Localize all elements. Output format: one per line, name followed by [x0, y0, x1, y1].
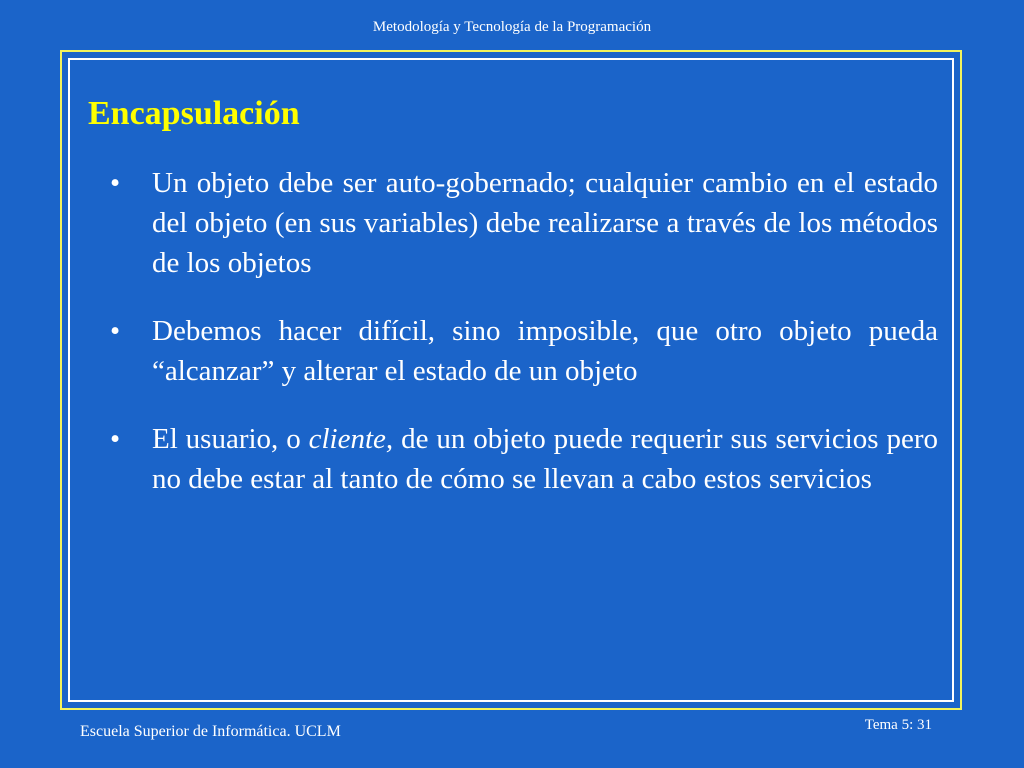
bullet-list — [108, 163, 938, 527]
footer-school: Escuela Superior de Informática. UCLM — [80, 723, 341, 740]
bullet-item-client — [108, 419, 938, 499]
bullet-item-self-governed — [108, 163, 938, 283]
footer-page-number: Tema 5: 31 — [864, 717, 932, 733]
bullet-icon: • — [110, 167, 121, 199]
bullet-text-italic: cliente, — [308, 423, 394, 455]
course-header: Metodología y Tecnología de la Programación — [372, 19, 652, 35]
bullet-text: Debemos hacer difícil, sino imposible, que otro objeto pueda “alcanzar” y alterar el estado de un objeto — [152, 315, 938, 387]
bullet-item-hard-to-reach — [108, 311, 938, 391]
bullet-text-end: de un objeto puede requerir sus servicios pero no debe estar al tanto de cómo se llevan a cabo estos servicios — [152, 423, 938, 495]
bullet-icon: • — [110, 423, 121, 455]
bullet-icon: • — [110, 315, 121, 347]
bullet-text: Un objeto debe ser auto-gobernado; cualquier cambio en el estado del objeto (en sus variables) debe realizarse a través de los métodos de los objetos — [152, 167, 938, 279]
bullet-text-start: El usuario, o — [152, 423, 309, 455]
slide-title: Encapsulación — [88, 95, 300, 132]
